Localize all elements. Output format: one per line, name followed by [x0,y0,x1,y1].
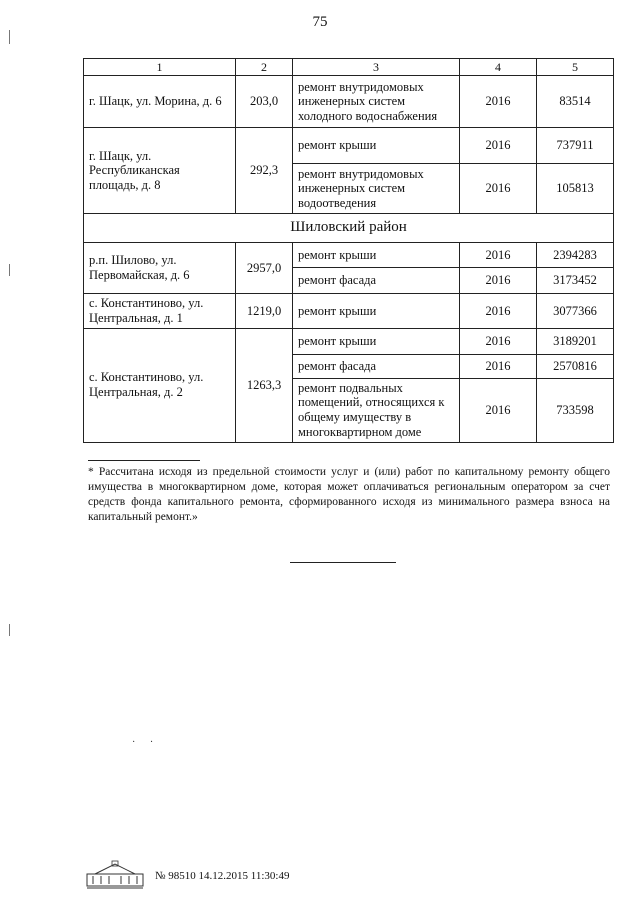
header-col-4: 4 [460,59,537,76]
page-number: 75 [312,14,328,30]
cost-cell: 733598 [537,378,614,442]
year-cell: 2016 [460,294,537,329]
area-cell: 203,0 [236,76,293,128]
address-cell: г. Шацк, ул. Морина, д. 6 [84,76,236,128]
work-cell: ремонт крыши [293,128,460,164]
cost-cell: 83514 [537,76,614,128]
address-cell: с. Константиново, ул. Центральная, д. 2 [84,328,236,442]
work-cell: ремонт крыши [293,243,460,268]
section-title: Шиловский район [84,214,614,243]
cost-cell: 3189201 [537,328,614,354]
building-seal-icon [85,860,145,890]
header-col-1: 1 [84,59,236,76]
area-cell: 1219,0 [236,294,293,329]
year-cell: 2016 [460,268,537,294]
header-col-5: 5 [537,59,614,76]
area-cell: 2957,0 [236,243,293,294]
end-divider [290,562,396,563]
section-row [84,214,614,243]
table-row [84,128,614,164]
margin-mark [9,264,10,276]
work-cell: ремонт фасада [293,354,460,378]
margin-mark [9,624,10,636]
work-cell: ремонт фасада [293,268,460,294]
footnote: * Рассчитана исходя из предельной стоимости услуг и (или) работ по капитальному ремонту общего имущества в многоквартирном доме, которая может оплачиваться региональным оператором за счет средств фонда капитального ремонта, сформированного исходя из минимального размера взноса на капитальный ремонт.» [88,466,610,523]
address-cell: р.п. Шилово, ул. Первомайская, д. 6 [84,243,236,294]
address-cell: г. Шацк, ул. Республиканская площадь, д. 8 [84,128,236,214]
header-col-3: 3 [293,59,460,76]
work-cell: ремонт крыши [293,294,460,329]
area-cell: 292,3 [236,128,293,214]
year-cell: 2016 [460,378,537,442]
cost-cell: 3173452 [537,268,614,294]
scan-speckles: · · [132,737,160,748]
registration-stamp: № 98510 14.12.2015 11:30:49 [155,870,290,882]
cost-cell: 3077366 [537,294,614,329]
footnote-divider [88,460,200,461]
table-row [84,243,614,268]
work-cell: ремонт внутридомовых инженерных систем холодного водоснабжения [293,76,460,128]
table-row [84,294,614,329]
work-cell: ремонт крыши [293,328,460,354]
margin-mark [9,30,10,44]
cost-cell: 105813 [537,164,614,214]
cost-cell: 2394283 [537,243,614,268]
year-cell: 2016 [460,243,537,268]
area-cell: 1263,3 [236,328,293,442]
cost-cell: 737911 [537,128,614,164]
table-row [84,328,614,354]
table-header-row [84,59,614,76]
year-cell: 2016 [460,164,537,214]
header-col-2: 2 [236,59,293,76]
year-cell: 2016 [460,354,537,378]
work-cell: ремонт внутридомовых инженерных систем водоотведения [293,164,460,214]
work-cell: ремонт подвальных помещений, относящихся к общему имуществу в многоквартирном доме [293,378,460,442]
year-cell: 2016 [460,76,537,128]
repair-table [83,58,614,443]
cost-cell: 2570816 [537,354,614,378]
table-row [84,76,614,128]
address-cell: с. Константиново, ул. Центральная, д. 1 [84,294,236,329]
year-cell: 2016 [460,328,537,354]
year-cell: 2016 [460,128,537,164]
